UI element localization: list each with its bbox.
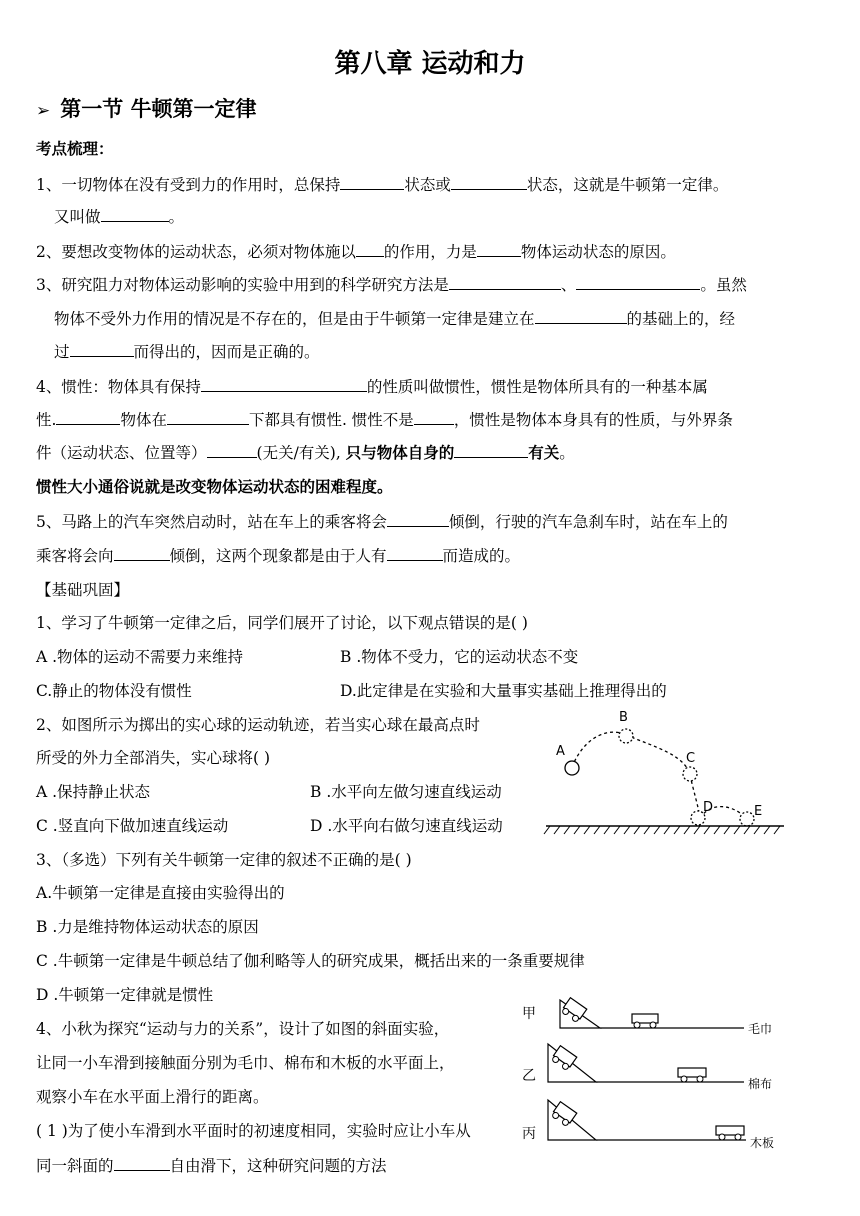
row-tag: 甲 [522,1006,536,1022]
question-1-line-2: 又叫做 。 [54,203,184,230]
question-5-line-2: 乘客将会向 倾倒，这两个现象都是由于人有 而造成的。 [36,542,520,569]
question-2: 2、要想改变物体的运动状态，必须对物体施以 的作用，力是 物体运动状态的原因。 [36,238,676,265]
basic-question-4-line-5: 同一斜面的 自由滑下，这种研究问题的方法 [36,1152,387,1179]
option-c[interactable]: C.静止的物体没有惯性 [36,682,192,700]
incline-experiment-figure [518,992,818,1162]
incline-row-towel [522,998,772,1036]
basic-question-4-line-2: 让同一小车滑到接触面分别为毛巾、棉布和木板的水平面上， [36,1054,455,1072]
basic-question-4-line-3: 观察小车在水平面上滑行的距离。 [36,1088,269,1106]
row-tag: 乙 [522,1068,536,1084]
blank[interactable] [449,271,561,290]
blank[interactable] [387,508,449,527]
blank[interactable] [451,171,527,190]
question-3-line-2: 物体不受外力作用的情况是不存在的，但是由于牛顿第一定律是建立在 的基础上的，经 [54,305,735,332]
question-1-line-1: 1、一切物体在没有受到力的作用时，总保持 状态或 状态，这就是牛顿第一定律。 [36,171,728,198]
option-a[interactable]: A.牛顿第一定律是直接由实验得出的 [36,884,285,902]
blank[interactable] [387,542,443,561]
option-a[interactable]: A .物体的运动不需要力来维持 [36,648,244,666]
ball-e-icon [740,812,754,826]
point-label-d: D [703,800,714,815]
blank[interactable] [414,406,454,425]
inertia-note: 惯性大小通俗说就是改变物体运动状态的困难程度。 [36,477,393,496]
option-a[interactable]: A .保持静止状态 [36,783,151,801]
blank[interactable] [56,406,120,425]
basic-question-4-line-4: ( 1 )为了使小车滑到水平面时的初速度相同，实验时应让小车从 [36,1122,471,1140]
chapter-title: 第八章 运动和力 [334,49,526,79]
blank[interactable] [114,1152,170,1171]
blank[interactable] [477,238,521,257]
question-3-line-3: 过 而得出的，因而是正确的。 [54,338,320,365]
surface-label: 棉布 [748,1077,773,1091]
basic-question-4-line-1: 4、小秋为探究“运动与力的关系”，设计了如图的斜面实验， [36,1020,450,1038]
ball-b-icon [619,729,633,743]
blank[interactable] [207,439,257,458]
basic-question-2-stem-1: 2、如图所示为掷出的实心球的运动轨迹，若当实心球在最高点时 [36,716,480,734]
section-heading [36,92,257,128]
surface-label: 毛巾 [748,1022,773,1036]
point-label-e: E [754,804,763,819]
blank[interactable] [340,171,404,190]
review-header: 考点梳理： [36,139,114,158]
option-b[interactable]: B .物体不受力，它的运动状态不变 [340,648,579,666]
blank[interactable] [167,406,249,425]
ball-a-icon [565,761,579,775]
ball-trajectory-figure [540,705,790,845]
row-tag: 丙 [522,1126,536,1142]
basic-question-1-stem: 1、学习了牛顿第一定律之后，同学们展开了讨论，以下观点错误的是( ) [36,614,528,632]
trajectory-path [572,732,626,767]
basic-header: 【基础巩固】 [36,581,130,599]
option-d[interactable]: D .牛顿第一定律就是惯性 [36,986,214,1004]
incline-row-cotton [522,1044,772,1091]
ground-hatch [544,826,780,834]
point-label-a: A [556,744,565,759]
cart-icon [716,1126,744,1140]
question-4-line-2: 性. 物体在 下都具有惯性. 惯性不是 ，惯性是物体本身具有的性质，与外界条 [36,406,733,433]
blank[interactable] [114,542,170,561]
point-label-c: C [686,751,696,766]
blank[interactable] [576,271,700,290]
option-c[interactable]: C .牛顿第一定律是牛顿总结了伽利略等人的研究成果，概括出来的一条重要规律 [36,952,585,970]
option-c[interactable]: C .竖直向下做加速直线运动 [36,817,229,835]
blank[interactable] [454,439,528,458]
blank[interactable] [356,238,384,257]
question-4-line-1: 4、惯性：物体具有保持 的性质叫做惯性，惯性是物体所具有的一种基本属 [36,373,708,400]
question-5-line-1: 5、马路上的汽车突然启动时，站在车上的乘客将会 倾倒，行驶的汽车急刹车时，站在车上的 [36,508,728,535]
option-b[interactable]: B .力是维持物体运动状态的原因 [36,918,259,936]
option-d[interactable]: D .水平向右做匀速直线运动 [310,817,503,835]
cart-icon [678,1068,706,1082]
blank[interactable] [70,338,134,357]
point-label-b: B [619,710,628,725]
cart-icon [632,1014,658,1028]
question-4-line-3: 件（运动状态、位置等） (无关/有关), 只与物体自身的 有关。 [36,439,575,466]
blank[interactable] [535,305,627,324]
basic-question-2-stem-2: 所受的外力全部消失，实心球将( ) [36,749,271,767]
blank[interactable] [201,373,367,392]
basic-question-3-stem: 3、（多选）下列有关牛顿第一定律的叙述不正确的是( ) [36,851,412,869]
option-b[interactable]: B .水平向左做匀速直线运动 [310,783,502,801]
surface-label: 木板 [750,1136,775,1150]
blank[interactable] [101,203,169,222]
question-3-line-1: 3、研究阻力对物体运动影响的实验中用到的科学研究方法是 、 。虽然 [36,271,747,298]
cart-on-ramp-icon [561,998,587,1023]
arrow-bullet-icon: ➢ [36,101,51,121]
option-d[interactable]: D.此定律是在实验和大量事实基础上推理得出的 [340,682,667,700]
section-label: 第一节 牛顿第一定律 [60,97,257,121]
ball-c-icon [683,767,697,781]
incline-row-wood [522,1100,774,1150]
